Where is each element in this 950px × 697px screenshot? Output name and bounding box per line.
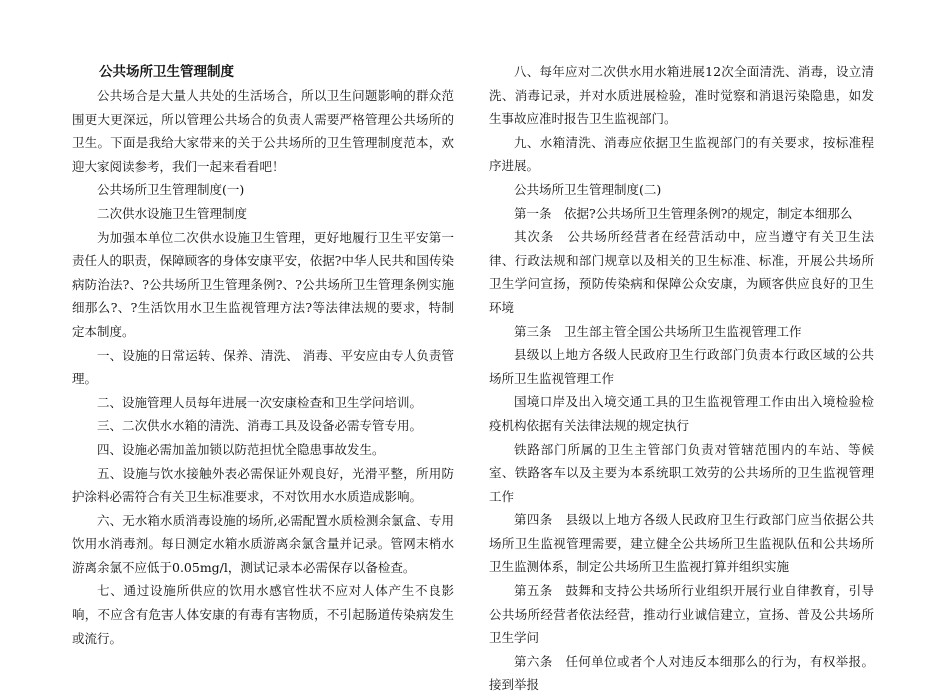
paragraph: 三、二次供水水箱的清洗、消毒工具及设备必需专管专用。 xyxy=(97,418,423,434)
paragraph: 县级以上地方各级人民政府卫生行政部门负责本行政区域的公共场所卫生监视管理工作 xyxy=(489,347,874,386)
right-column xyxy=(489,60,874,697)
paragraph: 其次条 公共场所经营者在经营活动中，应当遵守有关卫生法律、行政法规和部门规章以及相关的卫生标准、标准，开展公共场所卫生学问宣扬，预防传染病和保障公众安康，为顾客供应良好的卫生环境 xyxy=(489,229,874,315)
paragraph: 第四条 县级以上地方各级人民政府卫生行政部门应当依据公共场所卫生监视管理需要，建立健全公共场所卫生监视队伍和公共场所卫生监测体系，制定公共场所卫生监视打算并组织实施 xyxy=(489,512,874,575)
paragraph: 第三条 卫生部主管全国公共场所卫生监视管理工作 xyxy=(514,323,802,339)
paragraph: 八、每年应对二次供水用水箱进展12次全面清洗、消毒，设立清洗、消毒记录，并对水质进展检验，准时觉察和消退污染隐患，如发生事故应准时报告卫生监视部门。 xyxy=(489,64,874,127)
section-heading: 公共场所卫生管理制度(二) xyxy=(514,181,662,197)
document-title: 公共场所卫生管理制度 xyxy=(99,64,234,80)
paragraph: 五、设施与饮水接触外表必需保证外观良好，光滑平整，所用防护涂料必需符合有关卫生标准要求，不对饮用水水质造成影响。 xyxy=(72,465,454,505)
paragraph: 六、无水箱水质消毒设施的场所,必需配置水质检测余氯盒、专用饮用水消毒剂。每日测定水箱水质游离余氯含量并记录。管网末梢水游离余氯不应低于0.05mg/l，测试记录本必需保存以备检查。 xyxy=(72,512,454,575)
paragraph: 公共场合是大量人共处的生活场合，所以卫生问题影响的群众范围更大更深远，所以管理公共场合的负责人需要严格管理公共场所的卫生。下面是我给大家带来的关于公共场所的卫生管理制度范本，欢迎大家阅读参考，我们一起来看看吧！ xyxy=(72,88,454,174)
paragraph: 一、设施的日常运转、保养、清洗、 消毒、平安应由专人负责管理。 xyxy=(72,347,454,387)
paragraph: 第一条 依据?公共场所卫生管理条例?的规定，制定本细那么 xyxy=(514,205,853,221)
section-heading: 二次供水设施卫生管理制度 xyxy=(97,205,248,221)
paragraph: 七、通过设施所供应的饮用水感官性状不应对人体产生不良影响，不应含有危害人体安康的有毒有害物质，不引起肠道传染病发生或流行。 xyxy=(72,583,454,646)
left-column xyxy=(72,60,454,650)
paragraph: 第五条 鼓舞和支持公共场所行业组织开展行业自律教育，引导公共场所经营者依法经营，推动行业诚信建立，宣扬、普及公共场所卫生学问 xyxy=(489,583,874,646)
paragraph: 国境口岸及出入境交通工具的卫生监视管理工作由出入境检验检疫机构依据有关法律法规的规定执行 xyxy=(489,394,874,433)
paragraph: 二、设施管理人员每年进展一次安康检查和卫生学问培训。 xyxy=(97,394,423,410)
paragraph: 四、设施必需加盖加锁以防范担忧全隐患事故发生。 xyxy=(97,441,385,457)
paragraph: 九、水箱清洗、消毒应依据卫生监视部门的有关要求，按标准程序进展。 xyxy=(489,134,874,174)
section-heading: 公共场所卫生管理制度(一) xyxy=(97,182,245,198)
paragraph: 第六条 任何单位或者个人对违反本细那么的行为，有权举报。接到举报 xyxy=(489,653,874,693)
paragraph: 为加强本单位二次供水设施卫生管理，更好地履行卫生平安第一责任人的职责，保障顾客的身体安康平安，依据?中华人民共和国传染病防治法?、?公共场所卫生管理条例?、?公共场所卫生管理条例实施细那么?、?生活饮用水卫生监视管理方法?等法律法规的要求，特制定本制度。 xyxy=(72,229,454,339)
paragraph: 铁路部门所属的卫生主管部门负责对管辖范围内的车站、等候室、铁路客车以及主要为本系统职工效劳的公共场所的卫生监视管理工作 xyxy=(489,441,874,504)
